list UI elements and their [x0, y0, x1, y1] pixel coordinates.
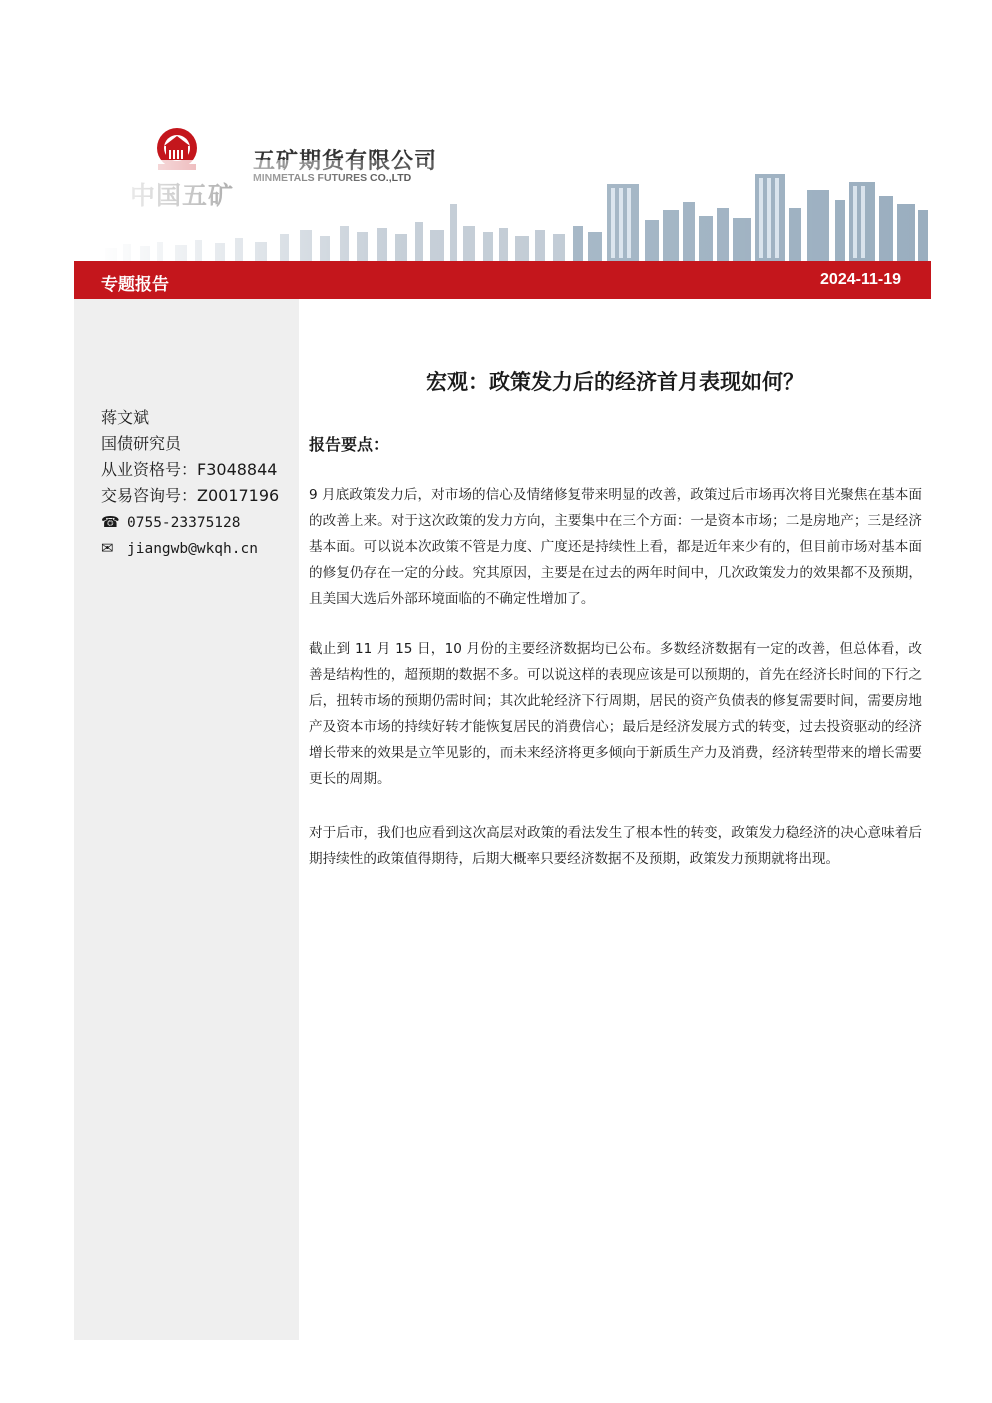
- report-date: 2024-11-19: [820, 271, 901, 288]
- author-name: 蒋文斌: [101, 408, 150, 427]
- author-qualification: 从业资格号：F3048844: [101, 460, 278, 479]
- city-skyline-image: [95, 160, 930, 261]
- author-title: 国债研究员: [101, 434, 182, 453]
- report-band: [74, 261, 931, 299]
- phone-icon: ☎: [101, 513, 120, 531]
- author-email-row[interactable]: [101, 535, 279, 561]
- author-phone-row: [101, 509, 279, 535]
- report-title: 宏观：政策发力后的经济首月表现如何？: [426, 370, 804, 394]
- report-type-label: 专题报告: [101, 275, 169, 295]
- paragraph: 截止到 11 月 15 日，10 月份的主要经济数据均已公布。多数经济数据有一定的改善，但总体看，改善是结构性的，超预期的数据不多。可以说这样的表现应该是可以预期的，首先在经济长时间的下行之后，扭转市场的预期仍需时间；其次此轮经济下行周期，居民的资产负债表的修复需要时间，需要房地产及资本市场的持续好转才能恢复居民的消费信心；最后是经济发展方式的转变，过去投资驱动的经济增长带来的效果是立竿见影的，而未来经济将更多倾向于新质生产力及消费，经济转型带来的增长需要更长的周期。: [309, 641, 922, 787]
- paragraph: 对于后市，我们也应看到这次高层对政策的看法发生了根本性的转变，政策发力稳经济的决心意味着后期持续性的政策值得期待，后期大概率只要经济数据不及预期，政策发力预期就将出现。: [309, 825, 922, 867]
- envelope-icon: ✉: [101, 539, 114, 557]
- section-heading: 报告要点：: [309, 435, 390, 454]
- paragraph: 9 月底政策发力后，对市场的信心及情绪修复带来明显的改善，政策过后市场再次将目光聚焦在基本面的改善上来。对于这次政策的发力方向，主要集中在三个方面：一是资本市场；二是房地产；三是经济基本面。可以说本次政策不管是力度、广度还是持续性上看，都是近年来少有的，但目前市场对基本面的修复仍存在一定的分歧。究其原因，主要是在过去的两年时间中，几次政策发力的效果都不及预期，且美国大选后外部环境面临的不确定性增加了。: [309, 487, 922, 607]
- author-info: [101, 405, 279, 561]
- author-consult-number: 交易咨询号：Z0017196: [101, 486, 280, 505]
- author-email[interactable]: jiangwb@wkqh.cn: [127, 541, 258, 557]
- author-phone: 0755-23375128: [127, 515, 241, 531]
- author-sidebar: [74, 299, 299, 1340]
